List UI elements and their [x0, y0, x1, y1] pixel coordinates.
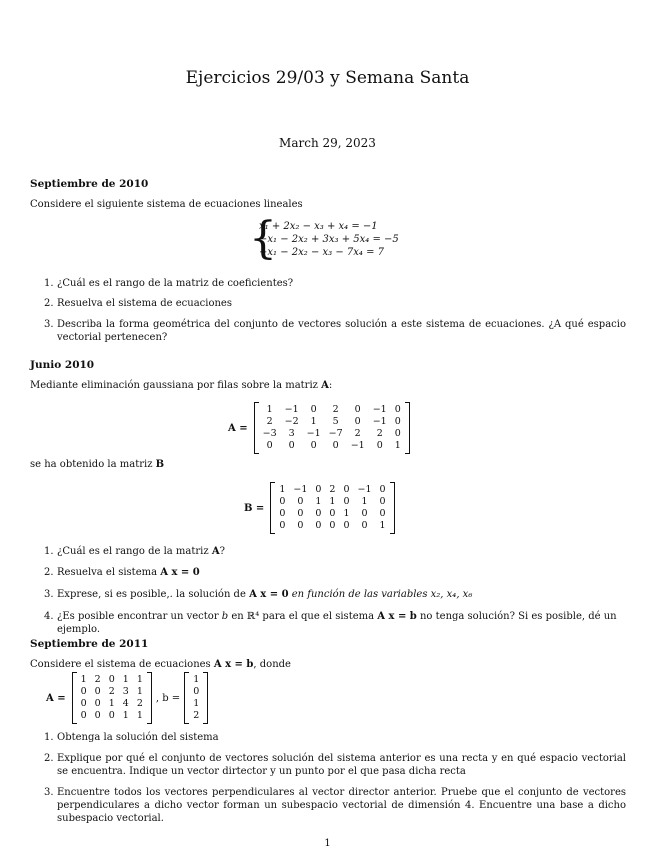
matrix-cell: 1: [108, 698, 115, 709]
matrix-cell: 0: [376, 440, 383, 451]
matrix-cell: 2: [376, 428, 383, 439]
matrix-cell: 0: [310, 440, 317, 451]
section-heading-sep-2011: Septiembre de 2011: [30, 638, 149, 650]
matrix-cell: 1: [315, 496, 322, 507]
list-item: 1. ¿Cuál es el rango de la matriz A?: [44, 546, 225, 557]
section-intro: Mediante eliminación gaussiana por filas sobre la matriz A:: [30, 380, 333, 391]
left-brace: {: [249, 213, 277, 264]
document-date: March 29, 2023: [279, 136, 376, 150]
list-item: 2. Resuelva el sistema de ecuaciones: [44, 298, 232, 309]
matrix-cell: 1: [136, 710, 143, 721]
matrix-cell: 0: [343, 496, 350, 507]
matrix-cell: 0: [394, 428, 401, 439]
equation: −x₁ − 2x₂ + 3x₃ + 5x₄ = −5: [259, 234, 399, 245]
list-item: 2. Resuelva el sistema A x = 0: [44, 567, 200, 578]
matrix-cell: 0: [279, 508, 286, 519]
matrix-cell: 2: [266, 416, 273, 427]
equation: x₁ + 2x₂ − x₃ + x₄ = −1: [259, 221, 378, 232]
matrix-cell: 0: [329, 520, 336, 531]
matrix-cell: 1: [394, 440, 401, 451]
matrix-cell: 0: [329, 508, 336, 519]
matrix-cell: −7: [328, 428, 343, 439]
page-number: 1: [324, 838, 331, 849]
matrix-cell: 0: [354, 416, 361, 427]
matrix-cell: 5: [332, 416, 339, 427]
matrix-cell: 2: [354, 428, 361, 439]
matrix-cell: 0: [94, 710, 101, 721]
matrix-cell: 1: [361, 496, 368, 507]
matrix-cell: 1: [193, 698, 200, 709]
section-heading-sep-2010: Septiembre de 2010: [30, 178, 149, 190]
matrix-cell: 1: [122, 710, 129, 721]
matrix-label: A =: [46, 692, 66, 704]
matrix-cell: 0: [310, 404, 317, 415]
matrix-cell: 0: [80, 710, 87, 721]
matrix-cell: −1: [357, 484, 372, 495]
matrix-cell: 0: [108, 674, 115, 685]
matrix-cell: −3: [262, 428, 277, 439]
equation: A x = 0: [160, 567, 200, 578]
matrix-cell: 0: [297, 520, 304, 531]
matrix-cell: 2: [108, 686, 115, 697]
matrix-cell: 0: [379, 508, 386, 519]
matrix-cell: 0: [80, 698, 87, 709]
matrix-A: [254, 402, 410, 454]
matrix-cell: 0: [279, 496, 286, 507]
equation: A x = b: [213, 659, 254, 670]
matrix-cell: 0: [315, 484, 322, 495]
matrix-cell: 0: [108, 710, 115, 721]
matrix-label: A =: [228, 422, 248, 434]
matrix-cell: 0: [94, 686, 101, 697]
matrix-cell: 1: [266, 404, 273, 415]
matrix-cell: 1: [80, 674, 87, 685]
equation: A x = b: [377, 611, 417, 622]
matrix-cell: 0: [288, 440, 295, 451]
list-item: 3. Describa la forma geométrica del conjunto de vectores solución a este sistema de ecuaciones. ¿A qué espacio vectorial pertenecen?: [44, 319, 626, 343]
matrix-cell: 3: [288, 428, 295, 439]
matrix-cell: 0: [315, 520, 322, 531]
matrix-cell: −1: [284, 404, 299, 415]
matrix-cell: −1: [372, 416, 387, 427]
list-item: 1. Obtenga la solución del sistema: [44, 732, 219, 743]
section-intro: Considere el siguiente sistema de ecuaciones lineales: [30, 199, 303, 210]
matrix-cell: 0: [394, 416, 401, 427]
matrix-cell: 0: [379, 496, 386, 507]
matrix-B-block: [244, 480, 395, 536]
section-text: se ha obtenido la matriz B: [30, 459, 165, 470]
matrix-cell: 0: [279, 520, 286, 531]
matrix-cell: 1: [136, 674, 143, 685]
matrix-A-b-block: [46, 670, 208, 726]
equation: −x₁ − 2x₂ − x₃ − 7x₄ = 7: [259, 247, 385, 258]
matrix-cell: 1: [310, 416, 317, 427]
section-heading-jun-2010: Junio 2010: [30, 359, 95, 371]
list-item: 2. Explique por qué el conjunto de vectores solución del sistema anterior es una recta y en qué espacio vectorial se encuentra. Indique un vector dirtector y un punto por el que pasa dicha recta: [44, 753, 626, 777]
matrix-cell: 1: [343, 508, 350, 519]
matrix-cell: 0: [394, 404, 401, 415]
matrix-cell: −1: [306, 428, 321, 439]
matrix-cell: −1: [372, 404, 387, 415]
matrix-cell: 1: [136, 686, 143, 697]
matrix-cell: 3: [122, 686, 129, 697]
matrix-cell: 0: [297, 508, 304, 519]
vector-label: , b =: [155, 692, 181, 704]
matrix-cell: 0: [343, 520, 350, 531]
list-item: 3. Exprese, si es posible,. la solución de A x = 0 en función de las variables x₂, x₄, x₆: [44, 589, 473, 600]
matrix-A: [72, 672, 152, 724]
matrix-cell: 2: [332, 404, 339, 415]
page-title: Ejercicios 29/03 y Semana Santa: [185, 68, 470, 88]
section-intro: Considere el sistema de ecuaciones A x = b, donde: [30, 659, 291, 670]
matrix-cell: 0: [354, 404, 361, 415]
matrix-cell: 2: [94, 674, 101, 685]
matrix-cell: 0: [80, 686, 87, 697]
matrix-cell: 0: [297, 496, 304, 507]
list-item: 1. ¿Cuál es el rango de la matriz de coeficientes?: [44, 278, 294, 289]
list-item: 3. Encuentre todos los vectores perpendiculares al vector director anterior. Pruebe que el conjunto de vectores perpendiculares a dicho vector forman un subespacio vectorial de dimensión 4. Encuentre una base a dicho subespacio vectorial.: [44, 787, 626, 824]
matrix-cell: 0: [332, 440, 339, 451]
matrix-label: B =: [244, 502, 265, 514]
matrix-cell: 2: [136, 698, 143, 709]
matrix-cell: 0: [193, 686, 200, 697]
matrix-cell: 1: [329, 496, 336, 507]
matrix-cell: 1: [122, 674, 129, 685]
matrix-B: [270, 482, 394, 534]
matrix-cell: −2: [284, 416, 299, 427]
matrix-cell: 2: [329, 484, 336, 495]
matrix-cell: −1: [350, 440, 365, 451]
equation-system: [249, 213, 399, 264]
equation: A x = 0: [249, 589, 289, 600]
vector-b: [184, 672, 208, 724]
matrix-A-block: [228, 400, 410, 456]
list-item: 4. ¿Es posible encontrar un vector b en ℝ⁴ para el que el sistema A x = b no tenga solución? Si es posible, dé un ejemplo.: [44, 611, 617, 635]
matrix-cell: 0: [343, 484, 350, 495]
matrix-cell: 1: [379, 520, 386, 531]
matrix-cell: 1: [279, 484, 286, 495]
matrix-cell: 0: [361, 508, 368, 519]
matrix-cell: 0: [361, 520, 368, 531]
matrix-cell: −1: [293, 484, 308, 495]
matrix-cell: 0: [266, 440, 273, 451]
matrix-cell: 2: [193, 710, 200, 721]
matrix-cell: 4: [122, 698, 129, 709]
matrix-cell: 0: [315, 508, 322, 519]
matrix-cell: 1: [193, 674, 200, 685]
matrix-cell: 0: [94, 698, 101, 709]
matrix-cell: 0: [379, 484, 386, 495]
